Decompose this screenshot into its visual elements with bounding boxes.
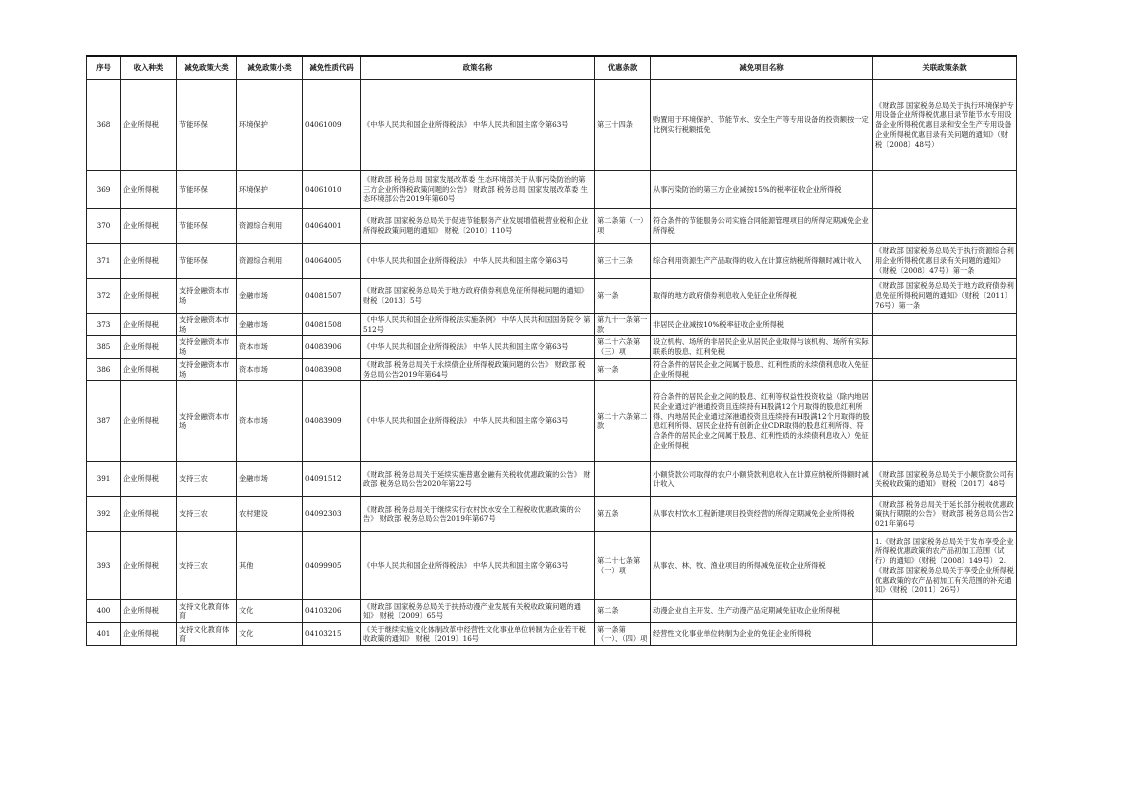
header-exemption-item: 减免项目名称	[651, 56, 873, 80]
cell-policy-subcategory: 资本市场	[237, 381, 303, 462]
table-row	[87, 80, 1017, 171]
cell-policy-name: 《财政部 税务总局关于继续实行农村饮水安全工程税收优惠政策的公告》 财政部 税务总局公告2019年第67号	[361, 497, 595, 532]
cell-policy-name: 《中华人民共和国企业所得税法》 中华人民共和国主席令第63号	[361, 532, 595, 600]
cell-policy-category: 支持金融资本市场	[177, 279, 237, 314]
cell-policy-name: 《中华人民共和国企业所得税法》 中华人民共和国主席令第63号	[361, 80, 595, 171]
cell-clause: 第一条	[595, 279, 651, 314]
cell-income-type: 企业所得税	[121, 462, 177, 497]
cell-row-index: 400	[87, 600, 121, 623]
table-row	[87, 532, 1017, 600]
cell-policy-category: 支持金融资本市场	[177, 381, 237, 462]
cell-clause: 第二十六条第二款	[595, 381, 651, 462]
cell-exemption-item: 非居民企业减按10%税率征收企业所得税	[651, 314, 873, 336]
header-clause: 优惠条款	[595, 56, 651, 80]
header-policy-name: 政策名称	[361, 56, 595, 80]
table-row	[87, 171, 1017, 209]
cell-policy-category: 支持文化教育体育	[177, 623, 237, 646]
cell-exemption-code: 04064005	[303, 244, 361, 279]
cell-row-index: 386	[87, 358, 121, 380]
table-row	[87, 381, 1017, 462]
cell-exemption-code: 04083906	[303, 336, 361, 358]
cell-related-clause: 《财政部 税务总局关于延长部分税收优惠政策执行期限的公告》 财政部 税务总局公告2021年第6号	[873, 497, 1017, 532]
table-body	[87, 80, 1017, 646]
cell-clause: 第五条	[595, 497, 651, 532]
cell-row-index: 372	[87, 279, 121, 314]
cell-income-type: 企业所得税	[121, 244, 177, 279]
cell-clause	[595, 462, 651, 497]
table-row	[87, 209, 1017, 244]
cell-row-index: 392	[87, 497, 121, 532]
cell-clause: 第三十四条	[595, 80, 651, 171]
cell-policy-category: 支持三农	[177, 532, 237, 600]
cell-policy-subcategory: 资本市场	[237, 358, 303, 380]
cell-exemption-item: 从事污染防治的第三方企业减按15%的税率征收企业所得税	[651, 171, 873, 209]
cell-policy-category: 节能环保	[177, 171, 237, 209]
cell-policy-subcategory: 资源综合利用	[237, 209, 303, 244]
cell-policy-category: 节能环保	[177, 244, 237, 279]
cell-income-type: 企业所得税	[121, 80, 177, 171]
cell-exemption-code: 04083909	[303, 381, 361, 462]
cell-exemption-item: 经营性文化事业单位转制为企业的免征企业所得税	[651, 623, 873, 646]
cell-exemption-item: 购置用于环境保护、节能节水、安全生产等专用设备的投资额按一定比例实行税额抵免	[651, 80, 873, 171]
cell-row-index: 401	[87, 623, 121, 646]
cell-related-clause	[873, 314, 1017, 336]
cell-exemption-item: 从事农、林、牧、渔业项目的所得减免征收企业所得税	[651, 532, 873, 600]
cell-exemption-item: 设立机构、场所的非居民企业从居民企业取得与该机构、场所有实际联系的股息、红利免税	[651, 336, 873, 358]
cell-row-index: 393	[87, 532, 121, 600]
table-row	[87, 497, 1017, 532]
cell-exemption-code: 04099905	[303, 532, 361, 600]
cell-clause	[595, 171, 651, 209]
table-header-row	[87, 56, 1017, 80]
cell-policy-category: 节能环保	[177, 80, 237, 171]
cell-income-type: 企业所得税	[121, 314, 177, 336]
cell-policy-name: 《中华人民共和国企业所得税法》 中华人民共和国主席令第63号	[361, 336, 595, 358]
cell-clause: 第一条第（一）、（四）项	[595, 623, 651, 646]
cell-exemption-item: 小额贷款公司取得的农户小额贷款利息收入在计算应纳税所得额时减计收入	[651, 462, 873, 497]
cell-policy-category: 支持金融资本市场	[177, 336, 237, 358]
cell-income-type: 企业所得税	[121, 358, 177, 380]
cell-policy-category: 支持金融资本市场	[177, 314, 237, 336]
cell-related-clause: 《财政部 国家税务总局关于执行环境保护专用设备企业所得税优惠目录节能节水专用设备企业所得税优惠目录和安全生产专用设备企业所得税优惠目录有关问题的通知》（财税〔2008〕48号）	[873, 80, 1017, 171]
cell-related-clause	[873, 381, 1017, 462]
cell-related-clause	[873, 623, 1017, 646]
cell-policy-name: 《中华人民共和国企业所得税法实施条例》 中华人民共和国国务院令 第512号	[361, 314, 595, 336]
cell-income-type: 企业所得税	[121, 336, 177, 358]
header-income-type: 收入种类	[121, 56, 177, 80]
header-policy-category: 减免政策大类	[177, 56, 237, 80]
table-row	[87, 279, 1017, 314]
cell-exemption-item: 动漫企业自主开发、生产动漫产品定期减免征收企业所得税	[651, 600, 873, 623]
cell-policy-subcategory: 资源综合利用	[237, 244, 303, 279]
cell-policy-name: 《财政部 国家税务总局关于扶持动漫产业发展有关税收政策问题的通知》 财税〔2009〕65号	[361, 600, 595, 623]
cell-policy-subcategory: 金融市场	[237, 279, 303, 314]
cell-income-type: 企业所得税	[121, 381, 177, 462]
cell-exemption-code: 04092303	[303, 497, 361, 532]
cell-policy-subcategory: 农村建设	[237, 497, 303, 532]
cell-policy-name: 《财政部 税务总局 国家发展改革委 生态环境部关于从事污染防治的第三方企业所得税政策问题的公告》 财政部 税务总局 国家发展改革委 生态环境部公告2019年第60号	[361, 171, 595, 209]
cell-policy-category: 支持金融资本市场	[177, 358, 237, 380]
cell-income-type: 企业所得税	[121, 171, 177, 209]
table-row	[87, 600, 1017, 623]
cell-row-index: 373	[87, 314, 121, 336]
cell-income-type: 企业所得税	[121, 279, 177, 314]
table-row	[87, 314, 1017, 336]
cell-income-type: 企业所得税	[121, 532, 177, 600]
cell-exemption-item: 符合条件的居民企业之间属于股息、红利性质的永续债利息收入免征企业所得税	[651, 358, 873, 380]
cell-clause: 第九十一条第一款	[595, 314, 651, 336]
cell-exemption-code: 04103215	[303, 623, 361, 646]
cell-income-type: 企业所得税	[121, 600, 177, 623]
table-row	[87, 462, 1017, 497]
cell-policy-subcategory: 环境保护	[237, 80, 303, 171]
cell-related-clause	[873, 336, 1017, 358]
header-policy-subcategory: 减免政策小类	[237, 56, 303, 80]
cell-row-index: 369	[87, 171, 121, 209]
cell-income-type: 企业所得税	[121, 497, 177, 532]
cell-row-index: 371	[87, 244, 121, 279]
cell-related-clause: 《财政部 国家税务总局关于小额贷款公司有关税收政策的通知》 财税〔2017〕48号	[873, 462, 1017, 497]
cell-row-index: 391	[87, 462, 121, 497]
cell-exemption-item: 取得的地方政府债券利息收入免征企业所得税	[651, 279, 873, 314]
header-related-clause: 关联政策条款	[873, 56, 1017, 80]
cell-row-index: 387	[87, 381, 121, 462]
cell-row-index: 370	[87, 209, 121, 244]
cell-policy-subcategory: 资本市场	[237, 336, 303, 358]
cell-policy-subcategory: 环境保护	[237, 171, 303, 209]
cell-policy-subcategory: 金融市场	[237, 314, 303, 336]
cell-policy-category: 支持三农	[177, 497, 237, 532]
cell-exemption-code: 04064001	[303, 209, 361, 244]
cell-exemption-code: 04081508	[303, 314, 361, 336]
cell-policy-subcategory: 其他	[237, 532, 303, 600]
cell-clause: 第二十七条第（一）项	[595, 532, 651, 600]
cell-exemption-code: 04083908	[303, 358, 361, 380]
cell-row-index: 385	[87, 336, 121, 358]
header-exemption-code: 减免性质代码	[303, 56, 361, 80]
cell-related-clause	[873, 358, 1017, 380]
table-row	[87, 244, 1017, 279]
cell-related-clause	[873, 600, 1017, 623]
cell-policy-subcategory: 文化	[237, 623, 303, 646]
cell-row-index: 368	[87, 80, 121, 171]
cell-exemption-code: 04061009	[303, 80, 361, 171]
cell-related-clause	[873, 171, 1017, 209]
cell-policy-category: 节能环保	[177, 209, 237, 244]
cell-exemption-code: 04091512	[303, 462, 361, 497]
cell-clause: 第二十六条第（三）项	[595, 336, 651, 358]
cell-policy-subcategory: 文化	[237, 600, 303, 623]
cell-policy-name: 《财政部 税务总局关于延续实施普惠金融有关税收优惠政策的公告》 财政部 税务总局公告2020年第22号	[361, 462, 595, 497]
cell-exemption-item: 符合条件的居民企业之间的股息、红利等权益性投资收益（除内地居民企业通过沪港通投资且连续持有H股满12个月取得的股息红利所得、内地居民企业通过深港通投资且连续持有H股满12个月取得的股息红利所得、居民企业持有创新企业CDR取得的股息红利所得、符合条件的居民企业之间属于股息、红利性质的永续债利息收入）免征企业所得税	[651, 381, 873, 462]
cell-clause: 第一条	[595, 358, 651, 380]
cell-exemption-item: 从事农村饮水工程新建项目投资经营的所得定期减免企业所得税	[651, 497, 873, 532]
table-row	[87, 623, 1017, 646]
cell-clause: 第二条	[595, 600, 651, 623]
cell-related-clause	[873, 209, 1017, 244]
cell-policy-name: 《关于继续实施文化体制改革中经营性文化事业单位转制为企业若干税收政策的通知》 财税〔2019〕16号	[361, 623, 595, 646]
cell-income-type: 企业所得税	[121, 623, 177, 646]
cell-clause: 第三十三条	[595, 244, 651, 279]
table-row	[87, 358, 1017, 380]
policy-table	[86, 55, 1017, 646]
cell-related-clause: 《财政部 国家税务总局关于地方政府债券利息免征所得税问题的通知》（财税〔2011〕76号）第一条	[873, 279, 1017, 314]
cell-exemption-item: 符合条件的节能服务公司实施合同能源管理项目的所得定期减免企业所得税	[651, 209, 873, 244]
cell-policy-subcategory: 金融市场	[237, 462, 303, 497]
cell-policy-name: 《中华人民共和国企业所得税法》 中华人民共和国主席令第63号	[361, 381, 595, 462]
cell-policy-name: 《财政部 税务总局关于永续债企业所得税政策问题的公告》 财政部 税务总局公告2019年第64号	[361, 358, 595, 380]
header-index: 序号	[87, 56, 121, 80]
cell-exemption-code: 04081507	[303, 279, 361, 314]
cell-clause: 第二条第（一）项	[595, 209, 651, 244]
cell-policy-name: 《中华人民共和国企业所得税法》 中华人民共和国主席令第63号	[361, 244, 595, 279]
cell-related-clause: 1.《财政部 国家税务总局关于发布享受企业所得税优惠政策的农产品初加工范围（试行）的通知》（财税〔2008〕149号） 2.《财政部 国家税务总局关于享受企业所得税优惠政策的农产品初加工有关范围的补充通知》（财税〔2011〕26号）	[873, 532, 1017, 600]
cell-income-type: 企业所得税	[121, 209, 177, 244]
cell-policy-category: 支持文化教育体育	[177, 600, 237, 623]
cell-exemption-code: 04061010	[303, 171, 361, 209]
cell-exemption-code: 04103206	[303, 600, 361, 623]
cell-related-clause: 《财政部 国家税务总局关于执行资源综合利用企业所得税优惠目录有关问题的通知》（财税〔2008〕47号）第一条	[873, 244, 1017, 279]
cell-exemption-item: 综合利用资源生产产品取得的收入在计算应纳税所得额时减计收入	[651, 244, 873, 279]
cell-policy-name: 《财政部 国家税务总局关于促进节能服务产业发展增值税营业税和企业所得税政策问题的通知》 财税〔2010〕110号	[361, 209, 595, 244]
table-row	[87, 336, 1017, 358]
cell-policy-name: 《财政部 国家税务总局关于地方政府债券利息免征所得税问题的通知》 财税〔2013〕5号	[361, 279, 595, 314]
cell-policy-category: 支持三农	[177, 462, 237, 497]
